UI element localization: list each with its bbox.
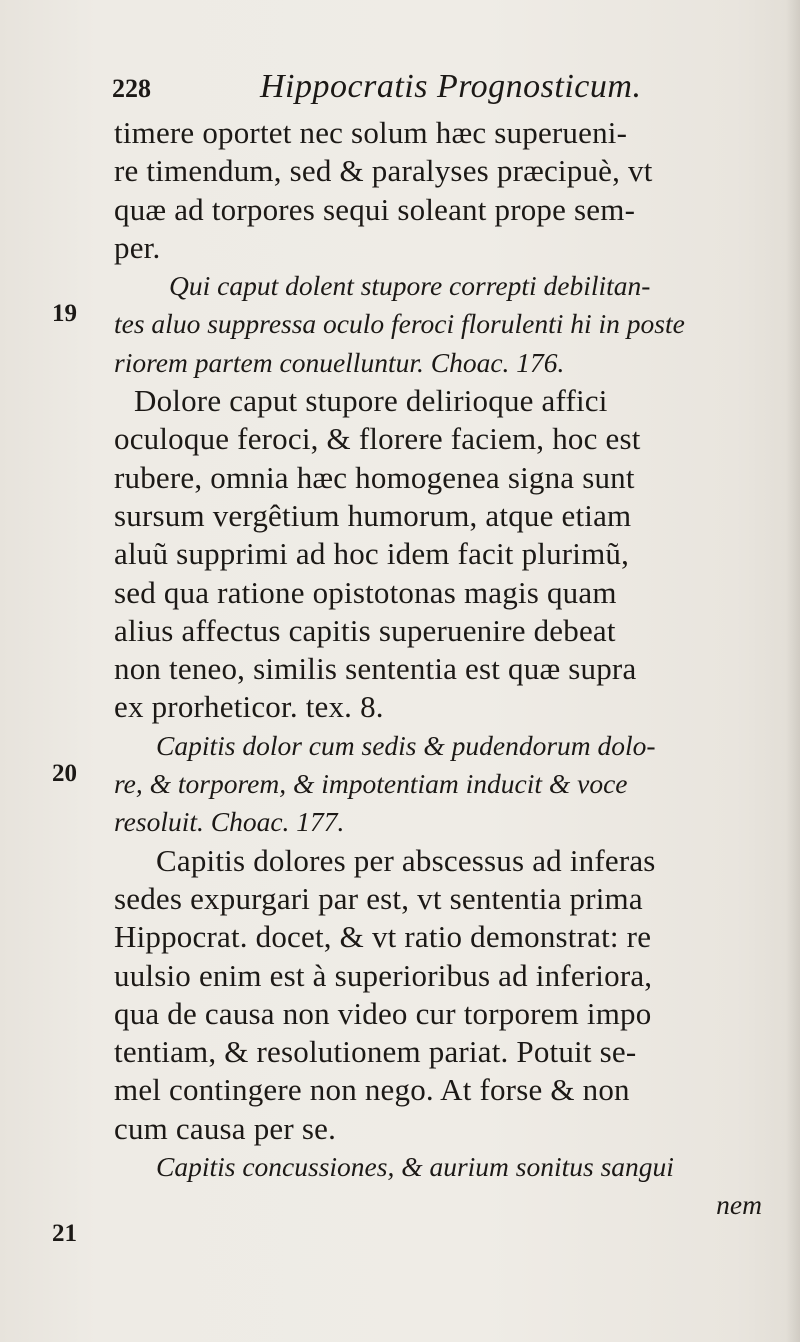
body-text [114, 114, 764, 1225]
margin-number-21: 21 [52, 1220, 77, 1247]
aphorism-line: nem [716, 1189, 762, 1221]
commentary-line: mel contingere non nego. At forse & non [114, 1072, 630, 1108]
commentary-line: sursum vergêtium humorum, atque etiam [114, 497, 632, 533]
commentary-line: oculoque feroci, & florere faciem, hoc est [114, 421, 641, 457]
commentary-line: sedes expurgari par est, vt sententia prima [114, 880, 643, 916]
commentary-line: ex prorheticor. tex. 8. [114, 689, 384, 725]
commentary-line: qua de causa non video cur torporem impo [114, 995, 652, 1031]
commentary-line: cum causa per se. [114, 1110, 337, 1146]
commentary-line: non teneo, similis sententia est quæ supra [114, 651, 637, 687]
page-title: Hippocratis Prognosticum. [260, 68, 642, 105]
commentary-line: tentiam, & resolutionem pariat. Potuit se- [114, 1034, 637, 1070]
aphorism-line: Capitis concussiones, & aurium sonitus sangui [156, 1151, 674, 1183]
aphorism-line: re, & torporem, & impotentiam inducit & voce [114, 768, 628, 800]
aphorism-line: tes aluo suppressa oculo feroci florulenti hi in poste [114, 308, 685, 340]
margin-number-20: 20 [52, 760, 77, 787]
commentary-line: alius affectus capitis superuenire debeat [114, 612, 616, 648]
text-line: re timendum, sed & paralyses præcipuè, vt [114, 153, 653, 189]
commentary-line: sed qua ratione opistotonas magis quam [114, 574, 617, 610]
text-line: timere oportet nec solum hæc superueni- [114, 115, 628, 150]
text-line: per. [114, 229, 161, 265]
aphorism-line: riorem partem conuelluntur. Choac. 176. [114, 346, 565, 378]
margin-number-19: 19 [52, 300, 77, 327]
running-head [112, 68, 672, 112]
commentary-line: uulsio enim est à superioribus ad inferiora, [114, 957, 653, 993]
commentary-line: rubere, omnia hæc homogenea signa sunt [114, 459, 635, 495]
page-number: 228 [112, 74, 151, 103]
commentary-line: Capitis dolores per abscessus ad inferas [156, 842, 656, 878]
text-line: quæ ad torpores sequi soleant prope sem- [114, 191, 636, 227]
commentary-line: aluũ supprimi ad hoc idem facit plurimũ, [114, 536, 630, 572]
aphorism-line: Capitis dolor cum sedis & pudendorum dolo- [156, 729, 656, 761]
page-edge-shadow [786, 0, 800, 1342]
commentary-line: Hippocrat. docet, & vt ratio demonstrat: re [114, 919, 652, 955]
aphorism-line: Qui caput dolent stupore correpti debilitan- [169, 270, 651, 302]
commentary-line: Dolore caput stupore delirioque affici [134, 383, 608, 419]
aphorism-line: resoluit. Choac. 177. [114, 806, 345, 838]
